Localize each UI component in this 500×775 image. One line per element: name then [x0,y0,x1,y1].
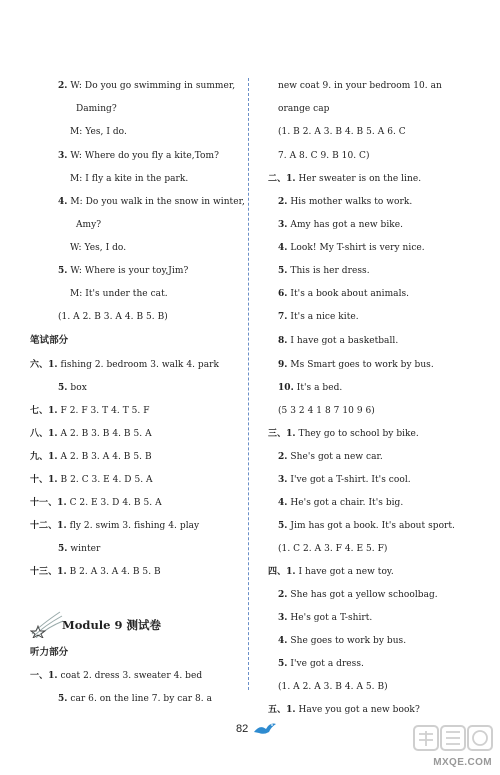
answer-line [268,704,420,716]
item-number: 8. [278,336,288,346]
answer-text: He's got a T-shirt. [287,613,373,623]
answer-line [278,635,406,647]
item-number: 3. [278,475,288,485]
answer-line [278,80,442,92]
answer-line [30,405,150,417]
answer-text: His mother walks to work. [287,197,413,207]
answer-text: M: I fly a kite in the park. [70,174,189,184]
answer-text: M: Yes, I do. [70,127,127,137]
answer-line [58,543,100,555]
item-number: 7. [278,312,288,322]
answer-line [278,451,383,463]
answer-text: She goes to work by bus. [287,636,407,646]
answer-text: winter [67,544,101,554]
answer-text: M: It's under the cat. [70,289,168,299]
answer-text: I have got a basketball. [287,336,399,346]
answer-text: M: Do you walk in the snow in winter, [67,197,245,207]
answer-text: (5 3 2 4 1 8 7 10 9 6) [278,406,375,416]
answer-text: B 2. A 3. A 4. B 5. B [66,567,161,577]
column-divider [248,78,249,690]
answer-text: I've got a T-shirt. It's cool. [287,475,411,485]
answer-line [58,693,212,705]
item-number: 一、1. [30,671,58,681]
answer-line [58,382,87,394]
answer-line [278,612,372,624]
answer-text: Ms Smart goes to work by bus. [287,360,434,370]
answer-line [70,126,127,138]
item-number: 9. [278,360,288,370]
answer-text: Her sweater is on the line. [295,174,422,184]
item-number: 3. [58,151,68,161]
answer-line [278,242,425,254]
item-number: 5. [278,521,288,531]
answer-line [278,311,359,323]
answer-line [278,219,403,231]
item-number: 2. [278,590,288,600]
answer-text: A 2. B 3. A 4. B 5. B [57,452,152,462]
answer-text: W: Do you go swimming in summer, [67,81,236,91]
bird-logo-icon [252,720,278,736]
item-number: 四、1. [268,567,296,577]
answer-line [278,497,403,509]
answer-line [58,265,188,277]
answer-text: W: Where is your toy,Jim? [67,266,189,276]
answer-text: Jim has got a book. It's about sport. [287,521,455,531]
answer-text: (1. A 2. B 3. A 4. B 5. B) [58,312,168,322]
answer-text: fishing 2. bedroom 3. walk 4. park [57,360,220,370]
answer-line [58,80,235,92]
item-number: 5. [58,694,68,704]
item-number: 三、1. [268,429,296,439]
answer-text: He's got a chair. It's big. [287,498,404,508]
answer-text: 7. A 8. C 9. B 10. C) [278,151,370,161]
answer-text: A 2. B 3. B 4. B 5. A [57,429,152,439]
answer-line [278,196,412,208]
answer-line [278,382,342,394]
answer-line [70,288,168,300]
answer-line [70,242,126,254]
answer-text: box [67,383,87,393]
answer-text: car 6. on the line 7. by car 8. a [67,694,213,704]
item-number: 3. [278,220,288,230]
section-heading [30,335,68,347]
item-number: 5. [58,266,68,276]
answer-line [30,497,162,509]
answer-line [30,520,199,532]
answer-line [58,196,245,208]
item-number: 5. [278,266,288,276]
answer-line [30,566,161,578]
answer-text: (1. B 2. A 3. B 4. B 5. A 6. C [278,127,406,137]
answer-line [278,520,455,532]
answer-line [76,103,117,115]
answer-line [278,103,330,115]
answer-text: B 2. C 3. E 4. D 5. A [57,475,153,485]
answer-text: Have you got a new book? [295,705,420,715]
answer-line [58,311,168,323]
item-number: 十、1. [30,475,58,485]
item-number: 十一、1. [30,498,67,508]
answer-text: Amy has got a new bike. [287,220,404,230]
answer-text: new coat 9. in your bedroom 10. an [278,81,442,91]
answer-text: Daming? [76,104,117,114]
section-heading [30,647,68,659]
answer-line [30,670,202,682]
answer-text: She's got a new car. [287,452,383,462]
answer-text: It's a nice kite. [287,312,359,322]
answer-text: It's a bed. [293,383,343,393]
item-number: 七、1. [30,406,58,416]
answer-text: Amy? [76,220,102,230]
answer-text: coat 2. dress 3. sweater 4. bed [57,671,203,681]
answer-line [278,474,411,486]
item-number: 5. [58,544,68,554]
item-number: 五、1. [268,705,296,715]
item-number: 八、1. [30,429,58,439]
answer-line [268,428,419,440]
answer-line [70,173,188,185]
answer-text: I have got a new toy. [295,567,394,577]
item-number: 3. [278,613,288,623]
item-number: 4. [278,243,288,253]
item-number: 六、1. [30,360,58,370]
answer-text: She has got a yellow schoolbag. [287,590,438,600]
answer-line [278,543,387,555]
item-number: 笔试部分 [30,335,69,346]
answer-text: F 2. F 3. T 4. T 5. F [57,406,150,416]
item-number: 4. [278,498,288,508]
answer-text: C 2. E 3. D 4. B 5. A [66,498,162,508]
answer-line [278,150,370,162]
item-number: 4. [58,197,68,207]
item-number: 6. [278,289,288,299]
answer-text: W: Yes, I do. [70,243,127,253]
item-number: 5. [278,659,288,669]
answer-line [278,288,409,300]
answer-line [278,126,406,138]
answer-text: (1. A 2. A 3. B 4. A 5. B) [278,682,388,692]
item-number: 九、1. [30,452,58,462]
item-number: 5. [58,383,68,393]
answer-line [76,219,101,231]
answer-line [268,566,394,578]
answer-line [278,405,375,417]
answer-text: fly 2. swim 3. fishing 4. play [66,521,200,531]
answer-text: orange cap [278,104,330,114]
answer-line [30,474,153,486]
answer-text: This is her dress. [287,266,370,276]
answer-text: It's a book about animals. [287,289,410,299]
shooting-star-icon [30,608,64,638]
answer-line [30,428,152,440]
item-number: 听力部分 [30,647,69,658]
answer-line [278,681,388,693]
module-title: Module 9 测试卷 [62,618,161,632]
answer-line [278,359,434,371]
answer-line [278,265,370,277]
answer-line [268,173,421,185]
page-number: 82 [236,723,249,735]
answer-line [58,150,219,162]
answer-text: I've got a dress. [287,659,364,669]
answer-line [278,658,364,670]
watermark-text: MXQE.COM [433,757,492,768]
answer-text: They go to school by bike. [295,429,419,439]
item-number: 2. [58,81,68,91]
item-number: 2. [278,197,288,207]
answer-line [30,359,219,371]
answer-text: (1. C 2. A 3. F 4. E 5. F) [278,544,388,554]
answer-line [30,451,152,463]
item-number: 十二、1. [30,521,67,531]
item-number: 2. [278,452,288,462]
item-number: 4. [278,636,288,646]
answer-text: W: Where do you fly a kite,Tom? [67,151,219,161]
item-number: 10. [278,383,294,393]
answer-line [278,589,438,601]
item-number: 十三、1. [30,567,67,577]
item-number: 二、1. [268,174,296,184]
answer-line [278,335,398,347]
answer-text: Look! My T-shirt is very nice. [287,243,425,253]
